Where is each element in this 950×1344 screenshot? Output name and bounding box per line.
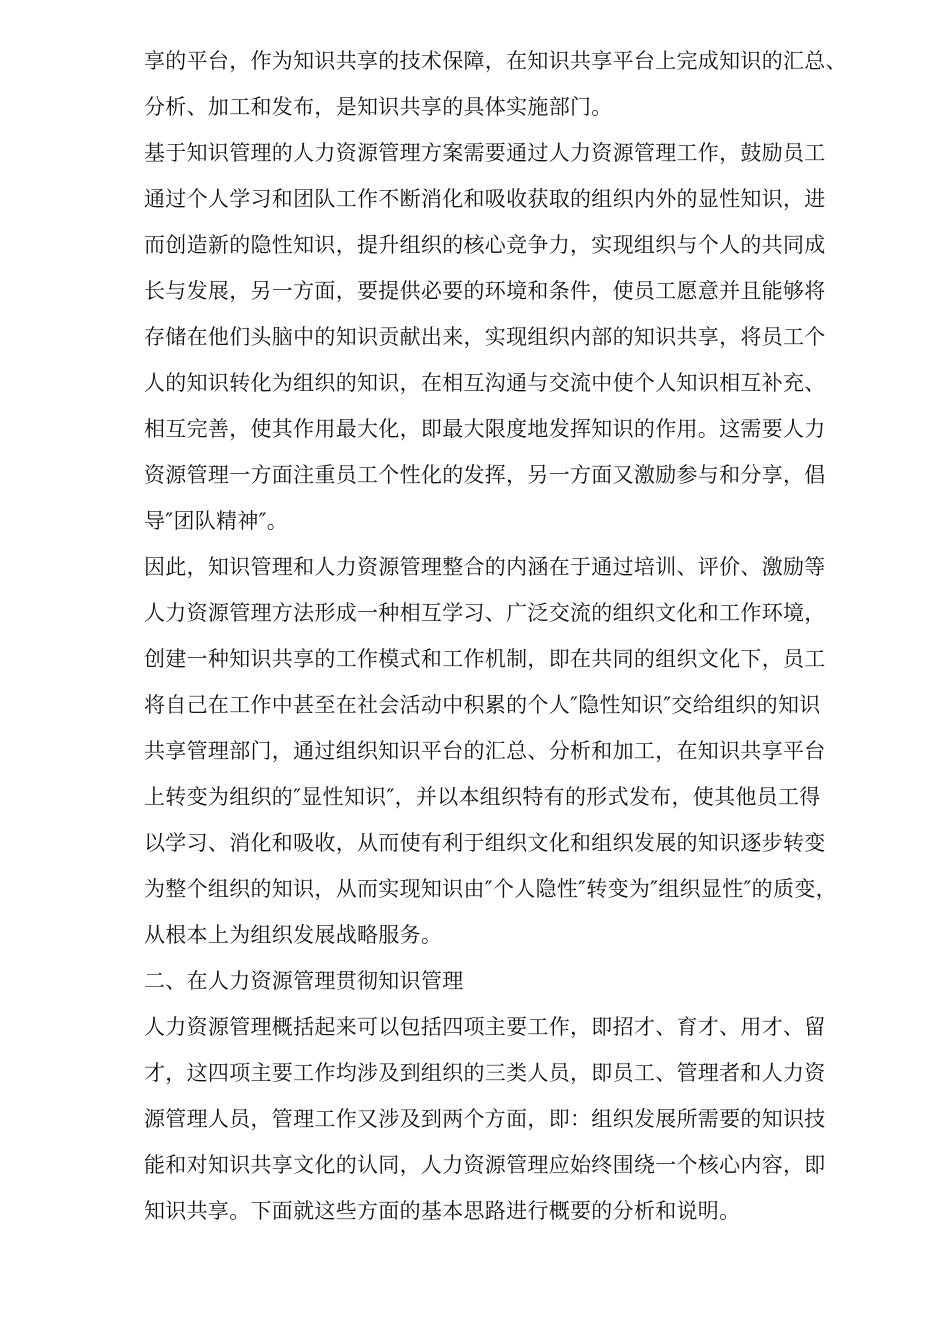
text-line: 能和对知识共享文化的认同，人力资源管理应始终围绕一个核心内容，即 — [144, 1153, 826, 1177]
text-line: 源管理人员，管理工作又涉及到两个方面，即：组织发展所需要的知识技 — [144, 1107, 826, 1131]
text-line: 存储在他们头脑中的知识贡献出来，实现组织内部的知识共享，将员工个 — [144, 325, 826, 349]
text-line: 创建一种知识共享的工作模式和工作机制，即在共同的组织文化下，员工 — [144, 647, 826, 671]
text-line: 通过个人学习和团队工作不断消化和吸收获取的组织内外的显性知识，进 — [144, 187, 826, 211]
text-line: 上转变为组织的″显性知识″，并以本组织特有的形式发布，使其他员工得 — [144, 785, 821, 809]
section-heading: 二、在人力资源管理贯彻知识管理 — [144, 969, 464, 993]
text-line: 人力资源管理方法形成一种相互学习、广泛交流的组织文化和工作环境， — [144, 601, 826, 625]
text-line: 相互完善，使其作用最大化，即最大限度地发挥知识的作用。这需要人力 — [144, 417, 826, 441]
text-line: 以学习、消化和吸收，从而使有利于组织文化和组织发展的知识逐步转变 — [144, 831, 826, 855]
text-line: 而创造新的隐性知识，提升组织的核心竞争力，实现组织与个人的共同成 — [144, 233, 826, 257]
text-line: 基于知识管理的人力资源管理方案需要通过人力资源管理工作，鼓励员工 — [144, 141, 826, 165]
document-body — [144, 38, 874, 1234]
text-line: 知识共享。下面就这些方面的基本思路进行概要的分析和说明。 — [144, 1199, 741, 1223]
text-line: 分析、加工和发布，是知识共享的具体实施部门。 — [144, 95, 613, 119]
text-line: 因此，知识管理和人力资源管理整合的内涵在于通过培训、评价、激励等 — [144, 555, 826, 579]
text-line: 导″团队精神″。 — [144, 509, 289, 533]
text-line: 人的知识转化为组织的知识，在相互沟通与交流中使个人知识相互补充、 — [144, 371, 826, 395]
text-line: 为整个组织的知识，从而实现知识由″个人隐性″转变为″组织显性″的质变， — [144, 877, 837, 901]
text-line: 共享管理部门，通过组织知识平台的汇总、分析和加工，在知识共享平台 — [144, 739, 826, 763]
text-line: 享的平台，作为知识共享的技术保障，在知识共享平台上完成知识的汇总、 — [144, 49, 847, 73]
text-line: 将自己在工作中甚至在社会活动中积累的个人″隐性知识″交给组织的知识 — [144, 693, 821, 717]
text-line: 人力资源管理概括起来可以包括四项主要工作，即招才、育才、用才、留 — [144, 1015, 826, 1039]
text-line: 才，这四项主要工作均涉及到组织的三类人员，即员工、管理者和人力资 — [144, 1061, 826, 1085]
text-line: 长与发展，另一方面，要提供必要的环境和条件，使员工愿意并且能够将 — [144, 279, 826, 303]
text-line: 从根本上为组织发展战略服务。 — [144, 923, 443, 947]
text-line: 资源管理一方面注重员工个性化的发挥，另一方面又激励参与和分享，倡 — [144, 463, 826, 487]
